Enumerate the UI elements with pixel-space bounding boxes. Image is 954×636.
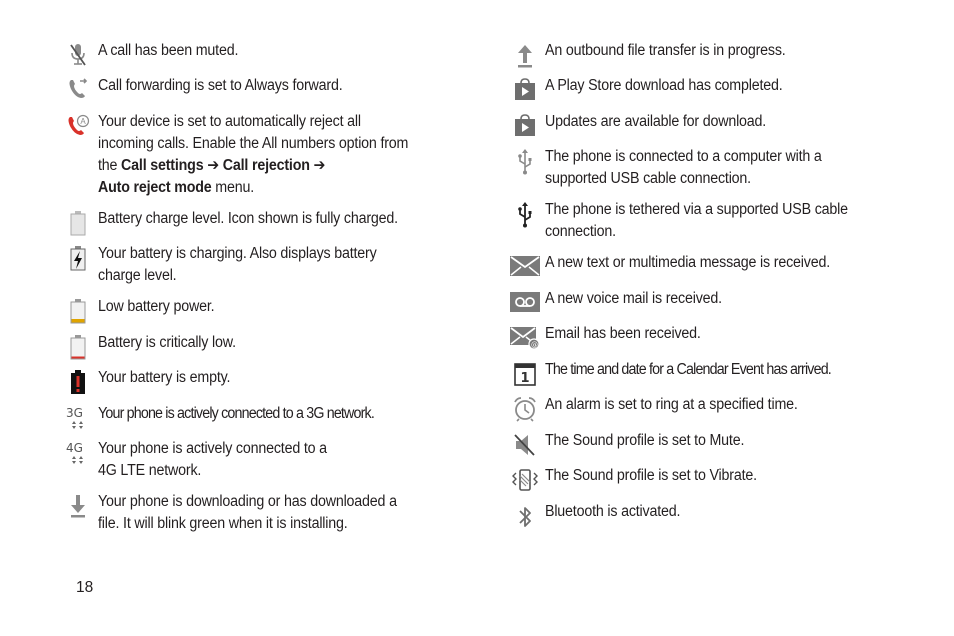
battery-critical-icon — [58, 332, 98, 362]
list-item — [505, 465, 905, 501]
item-description: Your phone is downloading or has downloaded a file. It will blink green when it is installing. — [98, 493, 397, 532]
download-icon — [58, 491, 98, 521]
list-item — [505, 199, 905, 252]
list-item — [58, 243, 438, 296]
svg-text:@: @ — [531, 341, 538, 349]
list-item — [505, 359, 905, 394]
network-type-label: 4G — [66, 441, 83, 455]
call-forward-icon — [58, 75, 98, 105]
battery-low-icon — [58, 296, 98, 326]
list-item — [58, 491, 438, 541]
item-description: Bluetooth is activated. — [545, 503, 681, 520]
bluetooth-icon — [505, 501, 545, 531]
network-3g-icon — [58, 403, 98, 433]
auto-reject-icon — [58, 111, 98, 141]
list-item — [505, 75, 905, 111]
network-type-label: 3G — [66, 406, 83, 420]
item-description: Your battery is charging. Also displays battery charge level. — [98, 245, 377, 284]
item-description: Updates are available for download. — [545, 113, 767, 130]
upload-icon — [505, 40, 545, 70]
list-item — [505, 146, 905, 199]
item-description: The phone is connected to a computer with a supported USB cable connection. — [545, 148, 822, 187]
left-column — [58, 40, 438, 541]
usb-connected-icon — [505, 146, 545, 176]
item-description: Battery is critically low. — [98, 334, 236, 351]
list-item — [505, 111, 905, 146]
item-description: Your device is set to automatically reject all incoming calls. Enable the All numbers option from the Call settings ➔ Call rejection ➔ Auto reject mode menu. — [98, 113, 409, 196]
list-item — [58, 208, 438, 243]
item-description: The Sound profile is set to Vibrate. — [545, 467, 757, 484]
item-description: Call forwarding is set to Always forward. — [98, 77, 343, 94]
calendar-icon — [505, 359, 545, 389]
sound-mute-icon — [505, 430, 545, 460]
usb-tethered-icon — [505, 199, 545, 229]
calendar-date-label: 1 — [520, 371, 530, 386]
battery-full-icon — [58, 208, 98, 238]
alarm-icon — [505, 394, 545, 424]
menu-path-auto-reject: Auto reject mode — [98, 179, 212, 196]
email-icon — [505, 323, 545, 353]
play-store-download-icon — [505, 75, 545, 105]
battery-charging-icon — [58, 243, 98, 273]
play-store-update-icon — [505, 111, 545, 141]
list-item — [58, 367, 438, 403]
mic-muted-icon — [58, 40, 98, 70]
list-item — [58, 296, 438, 332]
list-item — [58, 75, 438, 111]
voicemail-icon — [505, 288, 545, 318]
list-item — [58, 40, 438, 75]
page-number: 18 — [76, 579, 94, 596]
list-item — [505, 288, 905, 323]
message-icon — [505, 252, 545, 282]
list-item — [505, 501, 905, 536]
item-description: Battery charge level. Icon shown is fully charged. — [98, 210, 398, 227]
list-item — [58, 111, 438, 208]
list-item — [505, 40, 905, 75]
item-description: Your phone is actively connected to a 3G network. — [98, 405, 374, 422]
item-description: A call has been muted. — [98, 42, 239, 59]
item-description: Email has been received. — [545, 325, 701, 342]
list-item — [505, 430, 905, 465]
item-description: A new voice mail is received. — [545, 290, 722, 307]
item-description: Your battery is empty. — [98, 369, 231, 386]
item-description: An alarm is set to ring at a specified time. — [545, 396, 798, 413]
battery-empty-icon — [58, 367, 98, 397]
sound-vibrate-icon — [505, 465, 545, 495]
item-description: The time and date for a Calendar Event has arrived. — [545, 361, 831, 378]
item-description: Your phone is actively connected to a 4G LTE network. — [98, 440, 327, 479]
item-description: The phone is tethered via a supported USB cable connection. — [545, 201, 848, 240]
list-item — [58, 438, 438, 491]
network-4g-icon — [58, 438, 98, 468]
svg-text:A: A — [80, 117, 86, 126]
item-description: The Sound profile is set to Mute. — [545, 432, 745, 449]
item-description: An outbound file transfer is in progress. — [545, 42, 786, 59]
list-item — [58, 403, 438, 438]
list-item — [505, 323, 905, 359]
item-description: A new text or multimedia message is received. — [545, 254, 830, 271]
menu-path-call-settings: Call settings — [121, 157, 204, 174]
list-item — [58, 332, 438, 367]
item-description: A Play Store download has completed. — [545, 77, 783, 94]
list-item — [505, 252, 905, 288]
menu-path-call-rejection: Call rejection — [222, 157, 310, 174]
right-column — [505, 40, 905, 536]
item-description: Low battery power. — [98, 298, 215, 315]
list-item — [505, 394, 905, 430]
